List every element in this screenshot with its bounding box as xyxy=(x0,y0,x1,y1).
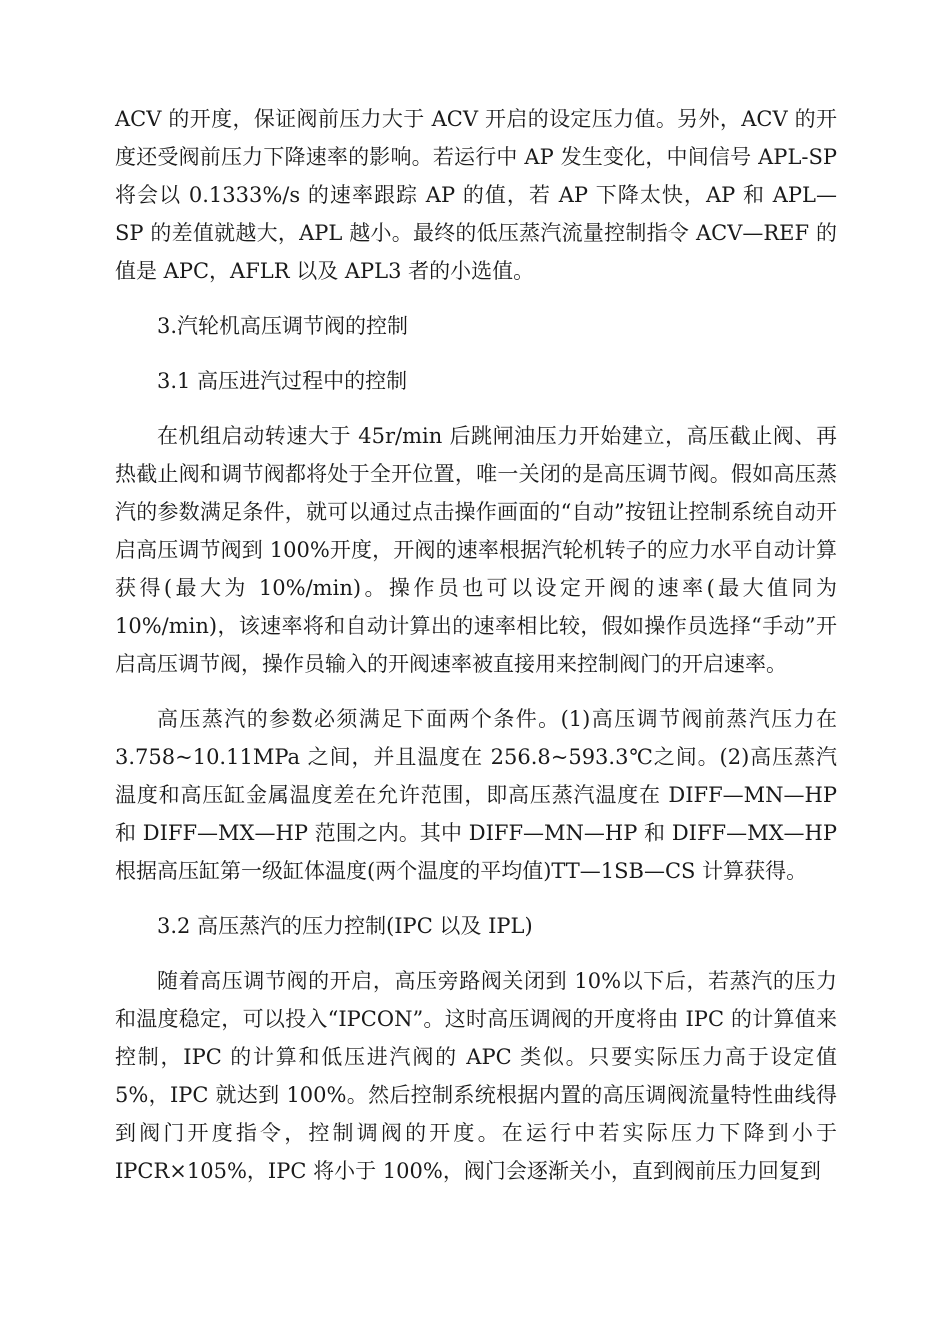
section-heading-hp-valve: 3.汽轮机高压调节阀的控制 xyxy=(157,314,409,338)
paragraph-ipc-control: 随着高压调节阀的开启，高压旁路阀关闭到 10%以下后，若蒸汽的压力和温度稳定，可以投入“IPCON”。这时高压调阀的开度将由 IPC 的计算值来控制，IPC 的计算和低压进汽阀的 APC 类似。只要实际压力高于设定值 5%，IPC 就达到 100%。然后控制系统根据内置的高压调阀流量特性曲线得到阀门开度指令，控制调阀的开度。在运行中若实际压力下降到小于 IPCR×105%，IPC 将小于 100%，阀门会逐渐关小，直到阀前压力回复到 xyxy=(115,969,837,1183)
document-page xyxy=(115,100,837,1207)
paragraph-hp-steam-conditions: 高压蒸汽的参数必须满足下面两个条件。(1)高压调节阀前蒸汽压力在 3.758~10.11MPa 之间，并且温度在 256.8~593.3℃之间。(2)高压蒸汽温度和高压缸金属温度差在允许范围，即高压蒸汽温度在 DIFF—MN—HP 和 DIFF—MX—HP 范围之内。其中 DIFF—MN—HP 和 DIFF—MX—HP 根据高压缸第一级缸体温度(两个温度的平均值)TT—1SB—CS 计算获得。 xyxy=(115,707,837,883)
paragraph-hp-intake: 在机组启动转速大于 45r/min 后跳闸油压力开始建立，高压截止阀、再热截止阀和调节阀都将处于全开位置，唯一关闭的是高压调节阀。假如高压蒸汽的参数满足条件，就可以通过点击操作画面的“自动”按钮让控制系统自动开启高压调节阀到 100%开度，开阀的速率根据汽轮机转子的应力水平自动计算获得(最大为 10%/min)。操作员也可以设定开阀的速率(最大值同为 10%/min)，该速率将和自动计算出的速率相比较，假如操作员选择“手动”开启高压调节阀，操作员输入的开阀速率被直接用来控制阀门的开启速率。 xyxy=(115,424,837,676)
paragraph-acv-control: ACV 的开度，保证阀前压力大于 ACV 开启的设定压力值。另外，ACV 的开度还受阀前压力下降速率的影响。若运行中 AP 发生变化，中间信号 APL-SP 将会以 0.1333%/s 的速率跟踪 AP 的值，若 AP 下降太快，AP 和 APL—SP 的差值就越大，APL 越小。最终的低压蒸汽流量控制指令 ACV—REF 的值是 APC，AFLR 以及 APL3 者的小选值。 xyxy=(115,107,837,283)
subsection-heading-3-2: 3.2 高压蒸汽的压力控制(IPC 以及 IPL) xyxy=(157,914,533,938)
subsection-heading-3-1: 3.1 高压进汽过程中的控制 xyxy=(157,369,408,393)
